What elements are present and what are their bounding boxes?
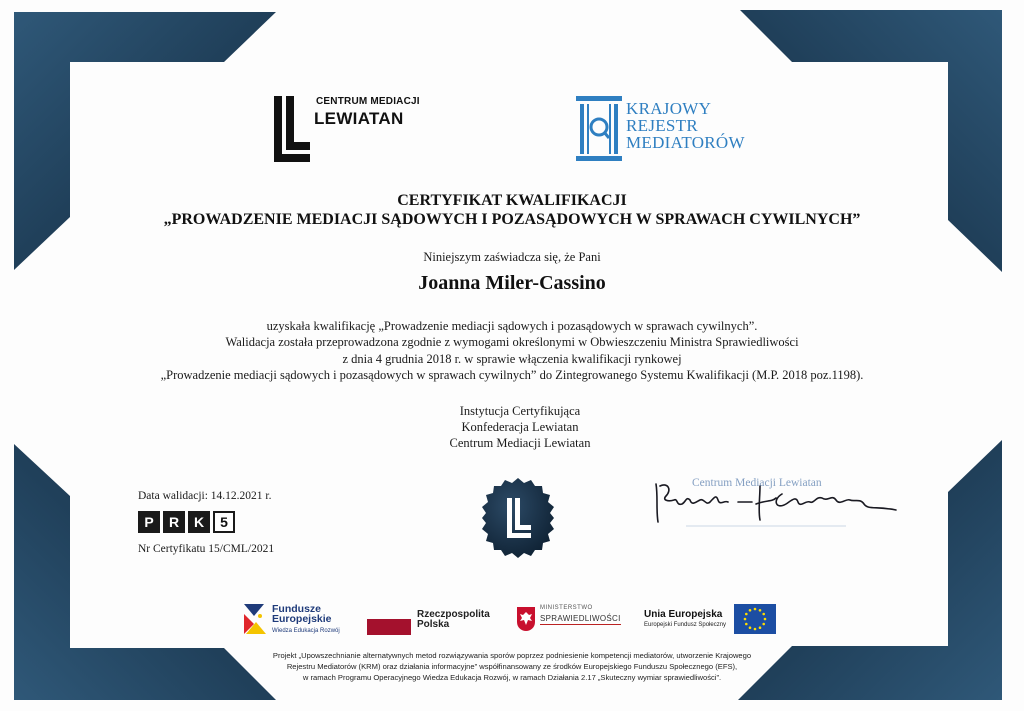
centrum-mediacji-lewiatan-logo [272,94,422,166]
footer-line-1: Projekt „Upowszechnianie alternatywnych metod rozwiązywania sporów poprzez podniesienie kompetencji mediatorów, utworzenie Krajowego [272,651,752,660]
certificate-intro: Niniejszym zaświadcza się, że Pani [423,250,601,264]
signature-stamp-text: Centrum Mediacji Lewiatan [692,477,822,489]
fundusze-europejskie-icon [240,602,268,636]
frame-corner-top-right [740,10,1002,272]
body-line-1: uzyskała kwalifikację „Prowadzenie mediacji sądowych i pozasądowych w sprawach cywilnych”. [266,319,758,333]
prk-level-number: 5 [213,511,235,533]
unia-europejska-title: Unia Europejska [644,609,723,620]
lewiatan-logo-small-text: CENTRUM MEDIACJI [316,96,420,107]
eagle-emblem-icon [516,606,536,632]
prk-level-badge [138,511,238,533]
institution-line-3: Centrum Mediacji Lewiatan [449,436,591,450]
sprawiedliwosci-text: SPRAWIEDLIWOŚCI [540,614,621,623]
krm-line-2: REJESTR [626,116,699,135]
certificate-title: CERTYFIKAT KWALIFIKACJI [397,192,627,209]
lewiatan-seal [476,476,560,565]
krm-logo-text [626,100,745,151]
lewiatan-seal-icon [476,476,560,560]
prk-letter-k: K [188,511,210,533]
body-line-3: z dnia 4 grudnia 2018 r. w sprawie włączenia kwalifikacji rynkowej [342,352,682,366]
krm-line-3: MEDIATORÓW [626,133,745,152]
institution-line-1: Instytucja Certyfikująca [459,404,581,418]
unia-europejska-subtitle: Europejski Fundusz Społeczny [644,622,727,628]
column-emblem-icon [574,94,624,164]
footer-line-2: Rejestru Mediatorów (KRM) oraz działania informacyjne” współfinansowany ze środków Europejskiego Funduszu Społecznego (EFS), [286,662,738,671]
prk-letter-r: R [163,511,185,533]
recipient-name: Joanna Miler-Cassino [418,272,606,294]
fundusze-europejskie-title: Fundusze Europejskie [272,603,332,625]
body-line-4: „Prowadzenie mediacji sądowych i pozasądowych w sprawach cywilnych” do Zintegrowanego Systemu Kwalifikacji (M.P. 2018 poz.1198). [160,368,864,382]
eu-flag-icon [734,604,776,634]
prk-letter-p: P [138,511,160,533]
funders-logo-strip [240,602,780,638]
polish-flag-bar [367,619,411,635]
fundusze-europejskie-subtitle: Wiedza Edukacja Rozwój [272,628,340,634]
krajowy-rejestr-mediatorow-logo [574,94,754,166]
krm-line-1: KRAJOWY [626,99,712,118]
certificate-subtitle: „PROWADZENIE MEDIACJI SĄDOWYCH I POZASĄDOWYCH W SPRAWACH CYWILNYCH” [163,211,861,228]
certificate-number: Nr Certyfikatu 15/CML/2021 [138,543,275,555]
rzeczpospolita-polska-text: Rzeczpospolita Polska [417,609,490,630]
validation-date: Data walidacji: 14.12.2021 r. [138,490,272,502]
lewiatan-logo-big-text: LEWIATAN [314,109,404,128]
lewiatan-l-icon [272,94,312,164]
handwritten-signature [646,476,906,536]
body-line-2: Walidacja została przeprowadzona zgodnie z wymogami określonymi w Obwieszczeniu Ministra Sprawiedliwości [225,335,799,349]
ministerstwo-text: MINISTERSTWO [540,605,593,611]
footer-line-3: w ramach Programu Operacyjnego Wiedza Edukacja Rozwój, w ramach Działania 2.17 „Skuteczny wymiar sprawiedliwości”. [302,673,722,682]
frame-corner-top-left [14,12,276,270]
institution-line-2: Konfederacja Lewiatan [461,420,579,434]
